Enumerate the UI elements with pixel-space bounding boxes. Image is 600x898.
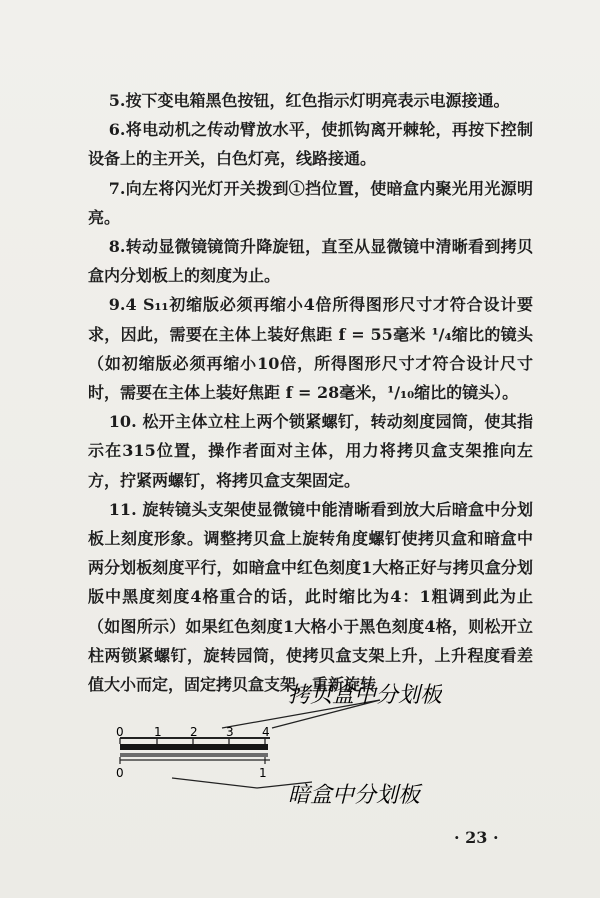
paragraph-9: 9.4 S₁₁初缩版必须再缩小4倍所得图形尺寸才符合设计要求，因此，需要在主体上装好焦距 f = 55毫米 ¹/₄缩比的镜头（如初缩版必须再缩小10倍，所得图形尺寸才符合设计尺寸时，需要在主体上装好焦距 f = 28毫米，¹/₁₀缩比的镜头）。 — [88, 295, 533, 403]
top-tick-2: 2 — [190, 725, 198, 739]
reticle-band-bottom — [120, 753, 268, 757]
body-text — [88, 86, 533, 699]
page-number: · 23 · — [454, 828, 499, 847]
top-tick-1: 1 — [154, 725, 162, 739]
reticle-figure — [112, 680, 442, 815]
top-tick-4: 4 — [262, 725, 270, 739]
figure-top-label: 拷贝盒中分划板 — [288, 683, 442, 708]
bottom-tick-0: 0 — [116, 766, 124, 780]
paragraph-6: 6.将电动机之传动臂放水平，使抓钩离开棘轮，再按下控制设备上的主开关，白色灯亮，线路接通。 — [88, 120, 533, 169]
reticle-band-top — [120, 744, 268, 750]
top-tick-3: 3 — [226, 725, 234, 739]
paragraph-8: 8.转动显微镜镜筒升降旋钮，直至从显微镜中清晰看到拷贝盒内分划板上的刻度为止。 — [88, 237, 533, 286]
bottom-callout-line — [172, 778, 257, 788]
paragraph-10: 10. 松开主体立柱上两个锁紧螺钉，转动刻度园筒，使其指示在315位置，操作者面对主体，用力将拷贝盒支架推向左方，拧紧两螺钉，将拷贝盒支架固定。 — [88, 412, 533, 490]
top-tick-0: 0 — [116, 725, 124, 739]
paragraph-5: 5.按下变电箱黑色按钮，红色指示灯明亮表示电源接通。 — [108, 91, 510, 110]
figure-bottom-label: 暗盒中分划板 — [288, 783, 421, 808]
paragraph-11: 11. 旋转镜头支架使显微镜中能清晰看到放大后暗盒中分划板上刻度形象。调整拷贝盒上旋转角度螺钉使拷贝盒和暗盒中两分划板刻度平行，如暗盒中红色刻度1大格正好与拷贝盒分划版中黑度刻度4格重合的话，此时缩比为4：1粗调到此为止（如图所示）如果红色刻度1大格小于黑色刻度4格，则松开立柱两锁紧螺钉，旋转园筒，使拷贝盒支架上升，上升程度看差值大小而定，固定拷贝盒支架，重新旋转 — [88, 499, 533, 695]
paragraph-7: 7.向左将闪光灯开关拨到①挡位置，使暗盒内聚光用光源明亮。 — [88, 178, 533, 227]
bottom-tick-1: 1 — [259, 766, 267, 780]
